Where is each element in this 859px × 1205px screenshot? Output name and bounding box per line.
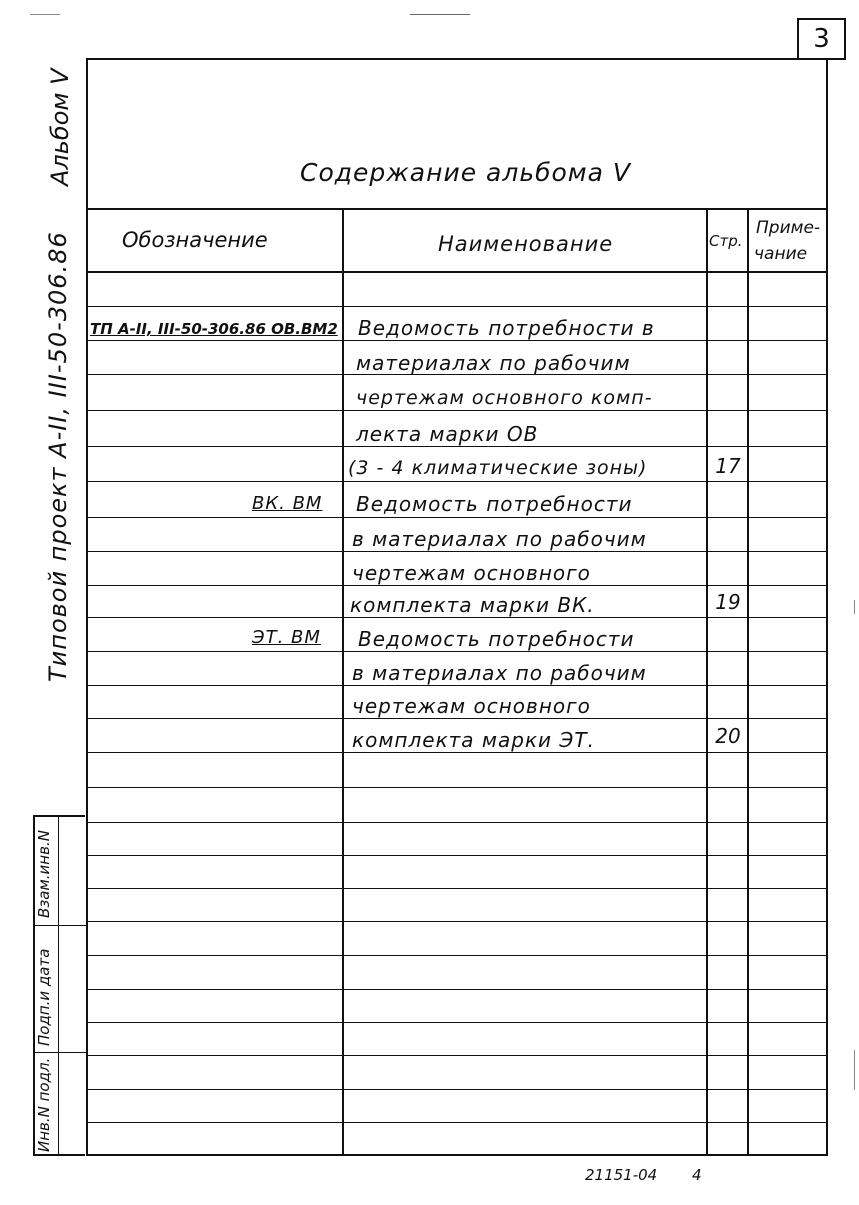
stamp-inv-label: Инв.N подл. [35, 1057, 53, 1152]
entry-name-line: чертежам основного [352, 694, 591, 718]
row-line [86, 822, 828, 823]
entry-name-line: в материалах по рабочим [352, 661, 647, 685]
row-line [86, 306, 828, 307]
table-top-border [86, 208, 828, 210]
footer-sheet: 4 [692, 1166, 702, 1184]
row-line [86, 752, 828, 753]
entry-name-line: комплекта марки ЭТ. [352, 728, 595, 752]
entry-name-line: Ведомость потребности в [358, 316, 655, 340]
column-divider [342, 208, 344, 1156]
entry-code: ТП А-II, III-50-306.86 ОВ.ВМ2 [90, 320, 338, 338]
row-line [86, 481, 828, 482]
row-line [86, 955, 828, 956]
row-line [86, 1089, 828, 1090]
row-line [86, 340, 342, 341]
header-bottom-border [86, 271, 828, 273]
scan-mark [410, 14, 470, 15]
header-name: Наименование [438, 232, 614, 256]
entry-page: 17 [715, 454, 741, 478]
row-line [86, 1055, 828, 1056]
entry-name-line: Ведомость потребности [358, 627, 635, 651]
entry-code: ВК. ВМ [252, 493, 323, 514]
row-line [86, 651, 828, 652]
entry-name-line: комплекта марки ВК. [350, 593, 595, 617]
stamp-vzam-label: Взам.инв.N [35, 830, 53, 918]
row-line [86, 787, 828, 788]
row-line [86, 410, 828, 411]
row-line [86, 888, 828, 889]
row-line [86, 685, 828, 686]
scan-mark [854, 600, 855, 614]
entry-page: 20 [715, 724, 741, 748]
header-designation: Обозначение [122, 228, 268, 252]
entry-name-line: в материалах по рабочим [352, 527, 647, 551]
row-line [86, 446, 828, 447]
column-divider [706, 208, 708, 1156]
row-line [86, 718, 828, 719]
row-line [86, 617, 828, 618]
entry-code: ЭТ. ВМ [252, 627, 321, 648]
album-label: Альбом V [46, 68, 74, 186]
row-line [86, 989, 828, 990]
row-line [86, 921, 828, 922]
footer-number [585, 1166, 702, 1184]
entry-page: 19 [715, 590, 741, 614]
entry-name-line: лекта марки ОВ [356, 422, 539, 446]
header-page: Стр. [709, 232, 743, 250]
stamp-divider [33, 1052, 86, 1053]
entry-name-line: (3 - 4 климатические зоны) [348, 457, 648, 479]
footer-doc-number: 21151-04 [585, 1166, 658, 1184]
page-number: 3 [797, 18, 846, 60]
document-title: Содержание альбома V [300, 158, 632, 187]
entry-name-line: чертежам основного комп- [356, 387, 653, 409]
project-label: Типовой проект А-II, III-50-306.86 [44, 231, 72, 682]
scan-mark [854, 1050, 855, 1090]
stamp-divider [33, 925, 86, 926]
entry-name-line: чертежам основного [352, 561, 591, 585]
row-line [86, 585, 828, 586]
stamp-divider [58, 815, 59, 1156]
entry-name-line: Ведомость потребности [356, 492, 633, 516]
row-line [86, 855, 828, 856]
row-line [86, 1022, 828, 1023]
column-divider [747, 208, 749, 1156]
row-line [86, 517, 828, 518]
entry-name-line: материалах по рабочим [356, 351, 631, 375]
header-note-line1: Приме- [756, 218, 821, 238]
row-line [342, 340, 828, 341]
row-line [86, 1122, 828, 1123]
scan-mark [30, 14, 60, 15]
row-line [86, 551, 828, 552]
header-note-line2: чание [754, 244, 808, 264]
stamp-podp-label: Подп.и дата [35, 948, 53, 1046]
